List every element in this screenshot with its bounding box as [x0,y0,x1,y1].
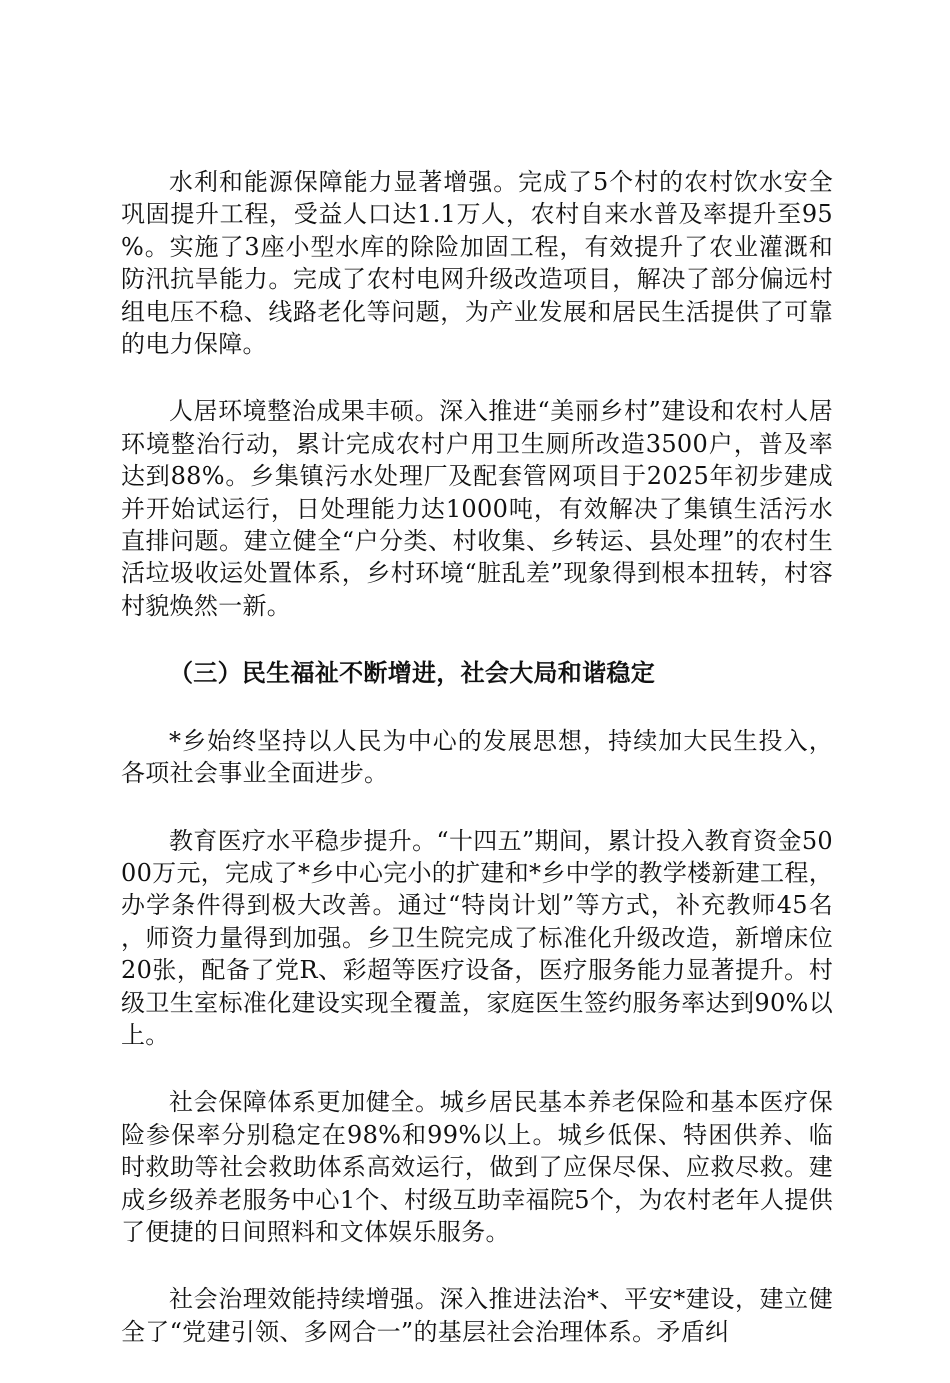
paragraph-social-security: 社会保障体系更加健全。城乡居民基本养老保险和基本医疗保险参保率分别稳定在98%和99%以上。城乡低保、特困供养、临时救助等社会救助体系高效运行，做到了应保尽保、应救尽救。建成乡级养老服务中心1个、村级互助幸福院5个，为农村老年人提供了便捷的日间照料和文体娱乐服务。 [121,1088,833,1246]
paragraph-education-medical: 教育医疗水平稳步提升。“十四五”期间，累计投入教育资金5000万元，完成了*乡中心完小的扩建和*乡中学的教学楼新建工程，办学条件得到极大改善。通过“特岗计划”等方式，补充教师45名，师资力量得到加强。乡卫生院完成了标准化升级改造，新增床位20张，配备了党R、彩超等医疗设备，医疗服务能力显著提升。村级卫生室标准化建设实现全覆盖，家庭医生签约服务率达到90%以上。 [121,826,833,1049]
section-heading-livelihood: （三）民生福祉不断增进，社会大局和谐稳定 [169,659,655,688]
paragraph-living-environment: 人居环境整治成果丰硕。深入推进“美丽乡村”建设和农村人居环境整治行动，累计完成农村户用卫生厕所改造3500户，普及率达到88%。乡集镇污水处理厂及配套管网项目于2025年初步建成并开始试运行，日处理能力达1000吨，有效解决了集镇生活污水直排问题。建立健全“户分类、村收集、乡转运、县处理”的农村生活垃圾收运处置体系，乡村环境“脏乱差”现象得到根本扭转，村容村貌焕然一新。 [121,397,833,620]
document-body [121,166,833,1383]
paragraph-livelihood-intro: *乡始终坚持以人民为中心的发展思想，持续加大民生投入，各项社会事业全面进步。 [121,726,833,788]
paragraph-social-governance: 社会治理效能持续增强。深入推进法治*、平安*建设，建立健全了“党建引领、多网合一”的基层社会治理体系。矛盾纠 [121,1285,833,1346]
paragraph-water-energy: 水利和能源保障能力显著增强。完成了5个村的农村饮水安全巩固提升工程，受益人口达1.1万人，农村自来水普及率提升至95%。实施了3座小型水库的除险加固工程，有效提升了农业灌溉和防汛抗旱能力。完成了农村电网升级改造项目，解决了部分偏远村组电压不稳、线路老化等问题，为产业发展和居民生活提供了可靠的电力保障。 [121,168,833,359]
